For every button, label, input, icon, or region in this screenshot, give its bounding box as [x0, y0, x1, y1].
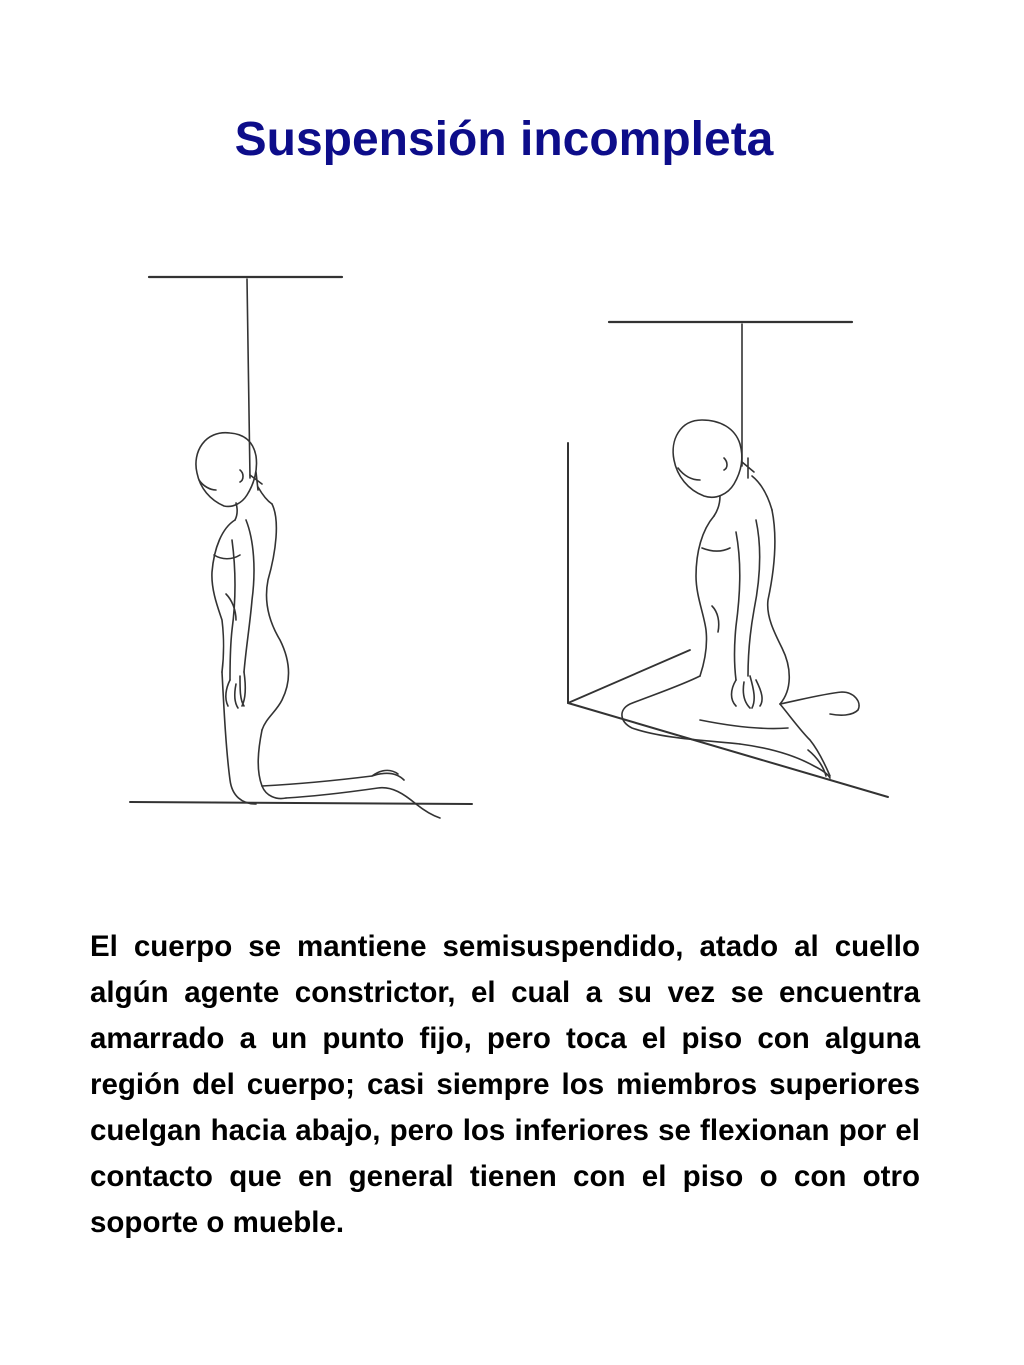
slide-description: El cuerpo se mantiene semisuspendido, atado al cuello algún agente constrictor, el cual a su vez se encuentra amarrado a un punto fijo, pero toca el piso con alguna región del cuerpo; casi siempre los miembros superiores cuelgan hacia abajo, pero los inferiores se flexionan por el contacto que en general tienen con el piso o con otro soporte o mueble.	[90, 930, 920, 1239]
floor-left	[130, 802, 472, 804]
slide-title: Suspensión incompleta	[234, 113, 774, 166]
floor-edge-right	[568, 703, 888, 797]
figure-kneeling-upright	[130, 277, 472, 818]
floor-edge-left	[568, 650, 690, 703]
cord-left	[247, 279, 250, 478]
head-right	[673, 420, 742, 497]
figure-kneeling-corner	[568, 322, 888, 797]
head-left	[196, 433, 257, 507]
